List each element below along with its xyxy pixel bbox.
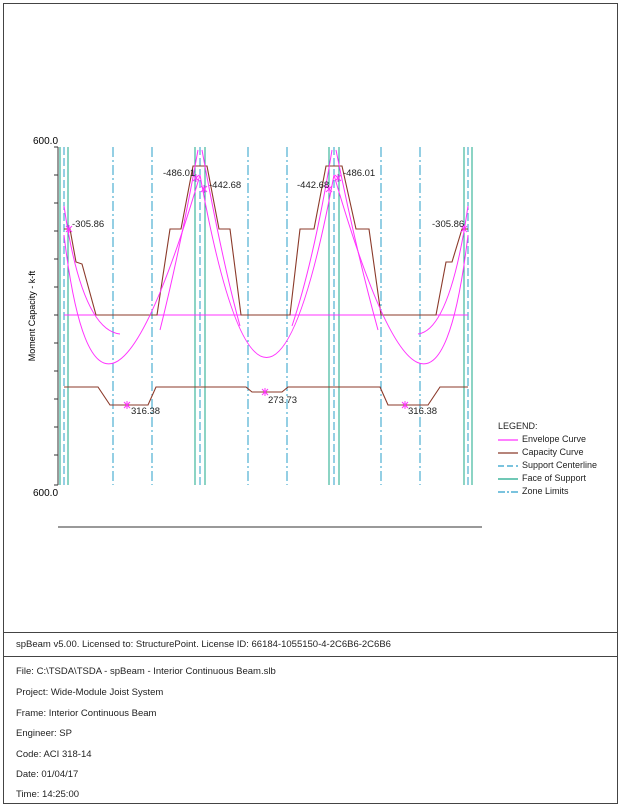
legend-item-envelope: [498, 434, 618, 446]
annotation-int2-right: -486.01: [343, 168, 376, 179]
legend-label: Support Centerline: [522, 460, 598, 470]
annotation-int1-left: -486.01: [163, 168, 196, 179]
envelope-curve-positive: [64, 175, 468, 364]
y-top-label: 600.0: [33, 136, 59, 147]
annotation-left-support: -305.86: [72, 219, 105, 230]
capacity-curve-negative: [64, 166, 468, 315]
engineer-info: Engineer: SP: [16, 728, 72, 739]
faces-of-support: [60, 147, 472, 485]
y-axis-ticks: [54, 147, 58, 485]
legend-item-face-of-support: [498, 473, 618, 485]
legend-item-zone-limits: [498, 486, 618, 498]
capacity-line-icon: [498, 452, 518, 454]
frame-info: Frame: Interior Continuous Beam: [16, 708, 157, 719]
legend-label: Zone Limits: [522, 486, 569, 496]
legend-title: LEGEND:: [498, 421, 538, 431]
legend-label: Capacity Curve: [522, 447, 584, 457]
legend-item-capacity: [498, 447, 618, 459]
envelope-curve-negative: [64, 150, 468, 334]
support-centerlines: [64, 147, 468, 485]
license-text: spBeam v5.00. Licensed to: StructurePoint. License ID: 66184-1055150-4-2C6B6-2C6B6: [16, 639, 391, 650]
legend-label: Face of Support: [522, 473, 587, 483]
annotation-int2-left: -442.68: [297, 180, 330, 191]
y-bottom-label: 600.0: [33, 488, 59, 499]
annotation-span1: 316.38: [131, 406, 161, 417]
envelope-line-icon: [498, 439, 518, 441]
file-info: File: C:\TSDA\TSDA - spBeam - Interior Continuous Beam.slb: [16, 666, 276, 677]
legend-label: Envelope Curve: [522, 434, 587, 444]
code-info: Code: ACI 318-14: [16, 749, 92, 760]
legend-item-support-centerline: [498, 460, 618, 472]
y-axis-label: Moment Capacity - k-ft: [27, 270, 37, 362]
annotation-int1-right: -442.68: [209, 180, 242, 191]
license-bar: [3, 632, 618, 657]
annotation-span2: 273.73: [268, 395, 298, 406]
date-info: Date: 01/04/17: [16, 769, 79, 780]
project-info: Project: Wide-Module Joist System: [16, 687, 164, 698]
time-info: Time: 14:25:00: [16, 789, 80, 800]
annotation-span3: 316.38: [408, 406, 438, 417]
face-of-support-line-icon: [498, 478, 518, 480]
moment-markers: [66, 174, 467, 409]
annotation-right-support: -305.86: [432, 219, 465, 230]
zone-limits-dashdot-icon: [498, 491, 518, 493]
support-centerline-dash-icon: [498, 465, 518, 467]
